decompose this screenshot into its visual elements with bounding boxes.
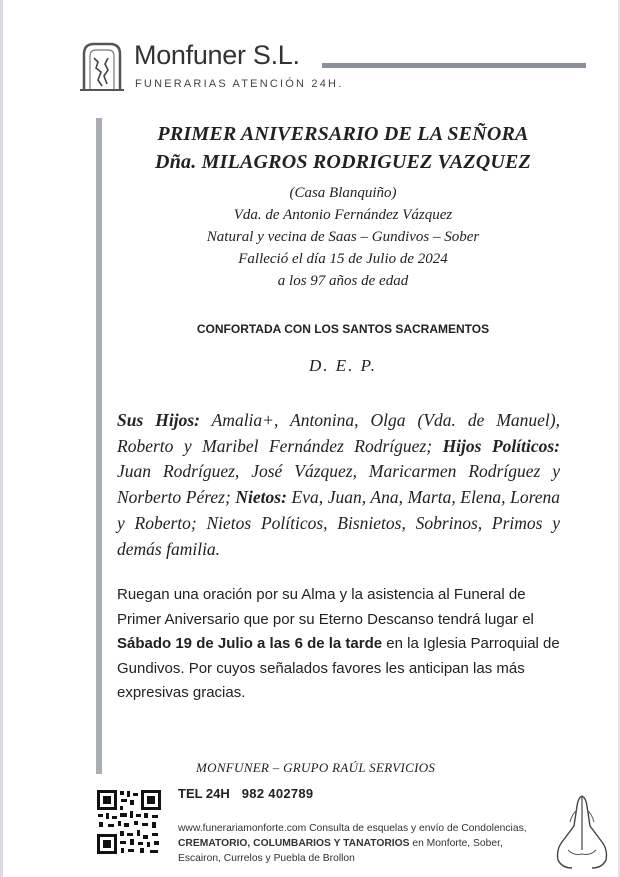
notice-title: PRIMER ANIVERSARIO DE LA SEÑORA bbox=[157, 123, 529, 145]
locations-text: en Monforte, Sober, Escairon, Currelos y Puebla de Brollon bbox=[178, 838, 503, 864]
invitation-text-end: en la Iglesia Parroquial de Gundivos. Por cuyos señalados favores les anticipan las más expresivas gracias. bbox=[117, 635, 560, 701]
sacraments-line: CONFORTADA CON LOS SANTOS SACRAMENTOS bbox=[196, 322, 490, 336]
age: a los 97 años de edad bbox=[277, 273, 409, 289]
brand-name: Monfuner S.L. bbox=[134, 40, 300, 70]
widow-of: Vda. de Antonio Fernández Vázquez bbox=[233, 207, 453, 223]
qr-code-icon bbox=[96, 789, 162, 855]
nickname: (Casa Blanquiño) bbox=[289, 185, 397, 201]
footer-group-name: MONFUNER – GRUPO RAÚL SERVICIOS bbox=[196, 760, 436, 775]
rip-line: D. E. P. bbox=[308, 356, 378, 375]
services-list: CREMATORIO, COLUMBARIOS Y TANATORIOS bbox=[178, 838, 410, 849]
in-laws-names: Juan Rodríguez, José Vázquez, Maricarmen Rodríguez y Norberto Pérez; bbox=[117, 461, 560, 508]
page-edge bbox=[0, 0, 3, 877]
invitation-text: Ruegan una oración por su Alma y la asistencia al Funeral de Primer Aniversario que por su Eterno Descanso tendrá lugar el bbox=[117, 586, 534, 628]
notice-header bbox=[108, 120, 578, 376]
phone-line bbox=[178, 786, 313, 801]
phone-label: TEL 24H bbox=[178, 786, 230, 801]
children-label: Sus Hijos: bbox=[117, 410, 200, 430]
deceased-name: Dña. MILAGROS RODRIGUEZ VAZQUEZ bbox=[155, 151, 531, 173]
grandchildren-label: Nietos: bbox=[235, 487, 287, 508]
children-names: Amalia+, Antonina, Olga (Vda. de Manuel), Roberto y Maribel Fernández Rodríguez; bbox=[117, 410, 560, 456]
brand-tagline: FUNERARIAS ATENCIÓN 24H. bbox=[135, 78, 344, 90]
phone-number[interactable]: 982 402789 bbox=[241, 786, 314, 801]
website-link[interactable]: www.funerariamonforte.com bbox=[178, 823, 307, 834]
info-text: Consulta de esquelas y envío de Condolencias, bbox=[306, 823, 527, 834]
funeral-invitation bbox=[117, 583, 562, 706]
footer-info bbox=[178, 821, 546, 866]
origin: Natural y vecina de Saas – Gundivos – Sober bbox=[206, 229, 480, 245]
service-datetime: Sábado 19 de Julio a las 6 de la tarde bbox=[117, 635, 383, 652]
family-list bbox=[117, 408, 560, 562]
side-bar-divider bbox=[96, 118, 102, 774]
in-laws-label: Hijos Políticos: bbox=[442, 435, 560, 456]
grandchildren-names: Eva, Juan, Ana, Marta, Elena, Lorena y Roberto; Nietos Políticos, Bisnietos, Sobrinos, Primos y demás familia. bbox=[117, 487, 560, 559]
header-divider bbox=[322, 63, 586, 68]
funeral-home-logo-icon bbox=[78, 40, 126, 92]
letterhead bbox=[72, 38, 612, 98]
praying-hands-icon bbox=[552, 790, 612, 870]
death-date: Falleció el día 15 de Julio de 2024 bbox=[238, 251, 448, 267]
